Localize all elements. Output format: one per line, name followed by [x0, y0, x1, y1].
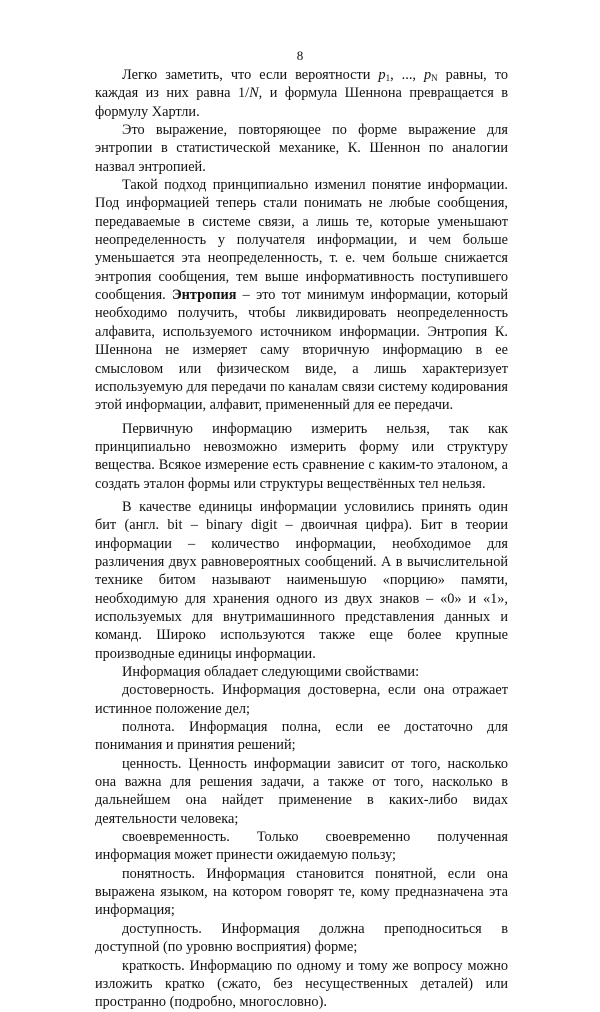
property-value: ценность. Ценность информации зависит от того, насколько она важна для решения задачи, а также от того, насколько в дальнейшем она найдет применение в каких-либо видах деятельности человека; [95, 755, 508, 827]
paragraph-shannon-hartley [95, 66, 508, 121]
property-timeliness: своевременность. Только своевременно полученная информация может принести ожидаемую пользу; [95, 829, 508, 864]
property-accessibility: доступность. Информация должна преподноситься в доступной (по уровню восприятия) форме; [95, 920, 508, 956]
term-entropy: Энтропия [171, 287, 237, 304]
property-completeness: полнота. Информация полна, если ее достаточно для понимания и принятия решений; [95, 719, 508, 754]
paragraph-primary-information: Первичную информацию измерить нельзя, так как принципиально невозможно измерить форму или структуру вещества. Всякое измерение есть сравнение с каким-то эталоном, а создать эталон формы или структуры веществённых тел нельзя. [95, 420, 508, 492]
property-reliability: достоверность. Информация достоверна, если она отражает истинное положение дел; [95, 682, 508, 717]
page-number: 8 [296, 48, 304, 63]
text-run: – это тот минимум информации, который необходимо получить, чтобы ликвидировать неопределенность алфавита, используемого источником информации. Энтропия К. Шеннона не измеряет саму вторичную информацию в ее смысловом или физическом виде, а лишь характеризует используемую для передачи по каналам связи систему кодирования этой информации, алфавит, примененный для ее передачи. [95, 287, 508, 414]
property-clarity: понятность. Информация становится понятной, если она выражена языком, на котором говорят те, кому предназначена эта информация; [95, 865, 508, 919]
body-text [95, 66, 508, 1012]
math-n: N [249, 85, 259, 102]
text-run: , и формула Шеннона превращается в формулу Хартли. [95, 85, 509, 120]
paragraph-entropy-name: Это выражение, повторяющее по форме выражение для энтропии в статистической механике, К. Шеннон по аналогии назвал энтропией. [95, 122, 508, 175]
math-p: p [378, 67, 386, 83]
paragraph-properties-intro: Информация обладает следующими свойствами: [122, 664, 420, 680]
text-run: Такой подход принципиально изменил понятие информации. Под информацией теперь стали понимать не любые сообщения, передаваемые в системе связи, а лишь те, которые уменьшают неопределенность у получателя информации, и чем больше уменьшается эта неопределенность, т. е. чем больше снижается энтропия сообщения, тем выше информативность поступившего сообщения. [95, 177, 508, 304]
paragraph-bit: В качестве единицы информации условились принять один бит (англ. bit – binary digit – двоичная цифра). Бит в теории информации – количество информации, необходимое для различения двух равновероятных сообщений. А в вычислительной технике битом называют наименьшую «порцию» памяти, необходимую для хранения одного из двух знаков – «0» и «1», используемых для внутримашинного представления данных и команд. Широко используются также еще более крупные производные единицы информации. [95, 498, 508, 662]
math-sub-n: N [431, 73, 438, 83]
math-sub-1: 1 [385, 73, 391, 83]
text-run: , ..., [390, 67, 424, 83]
text-run: Легко заметить, что если вероятности [122, 67, 379, 83]
text-run: равны, то каждая из них равна 1/ [95, 67, 508, 102]
property-brevity: краткость. Информацию по одному и тому же вопросу можно изложить кратко (сжато, без несущественных деталей) или пространно (подробно, многословно). [95, 957, 508, 1011]
math-p: p [424, 67, 432, 83]
paragraph-entropy-definition [95, 176, 508, 414]
